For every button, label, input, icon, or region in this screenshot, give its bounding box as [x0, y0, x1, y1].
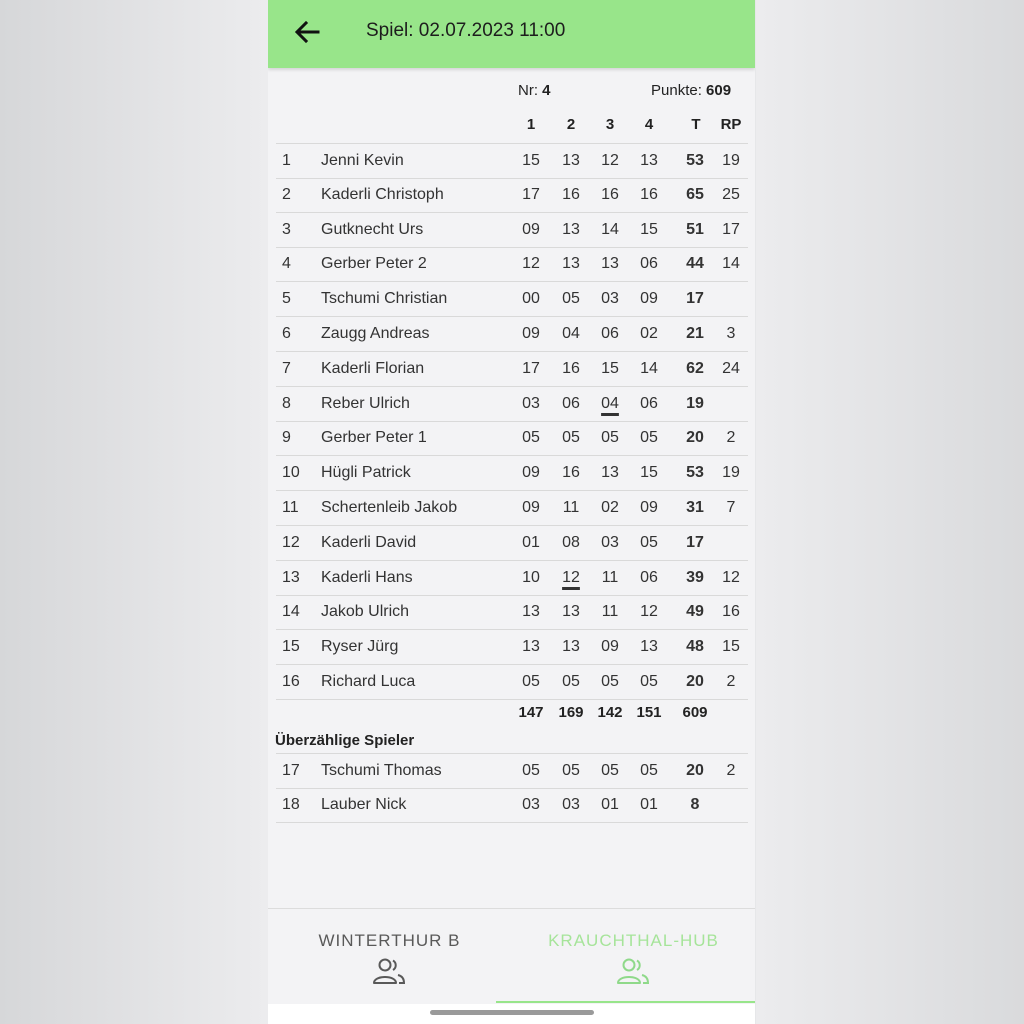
player-name: Kaderli Christoph	[321, 185, 444, 203]
row-index: 11	[282, 499, 299, 516]
table-row[interactable]	[276, 352, 748, 387]
score-round-1: 13	[522, 603, 540, 621]
player-rp: 12	[722, 568, 740, 586]
row-index: 5	[282, 290, 291, 308]
table-row[interactable]	[276, 595, 748, 630]
score-round-1: 09	[522, 464, 540, 482]
header-round-1: 1	[526, 116, 536, 133]
active-tab-indicator	[496, 1001, 755, 1003]
tab-label: KRAUCHTHAL-HUB	[548, 931, 719, 950]
totals-row	[276, 704, 748, 726]
row-index: 14	[282, 603, 300, 621]
player-total: 53	[686, 464, 704, 482]
background-right	[756, 0, 1024, 1024]
player-total: 17	[686, 533, 704, 551]
score-round-1: 13	[522, 638, 540, 656]
table-row[interactable]	[276, 491, 748, 526]
player-total: 44	[686, 255, 704, 273]
row-index: 4	[282, 255, 291, 273]
points-value: 609	[706, 82, 732, 99]
score-round-4: 15	[640, 220, 658, 238]
score-round-2: 04	[562, 325, 580, 342]
score-round-3: 05	[601, 673, 619, 690]
player-total: 49	[686, 603, 704, 621]
table-row[interactable]	[276, 630, 748, 665]
score-round-3: 12	[601, 152, 619, 169]
bottom-navigation	[268, 908, 755, 1005]
score-round-4: 16	[640, 185, 658, 203]
score-round-3: 05	[601, 762, 619, 779]
player-name: Gutknecht Urs	[321, 220, 424, 238]
player-name: Jenni Kevin	[321, 152, 404, 169]
score-round-3: 06	[601, 325, 619, 342]
player-total: 31	[686, 499, 704, 516]
row-index: 7	[282, 359, 291, 377]
player-name: Ryser Jürg	[321, 638, 399, 656]
header-round-2: 2	[566, 116, 576, 133]
score-round-2: 05	[562, 290, 580, 308]
score-round-4: 05	[640, 533, 658, 551]
score-round-2: 16	[562, 359, 580, 377]
score-round-4: 06	[640, 255, 658, 273]
score-round-4: 05	[640, 762, 658, 779]
score-round-1: 09	[522, 499, 540, 516]
score-round-3: 03	[601, 290, 619, 308]
score-round-4: 13	[640, 638, 658, 656]
row-index: 16	[282, 673, 300, 690]
total-round-1: 147	[518, 704, 544, 721]
player-name: Kaderli Florian	[321, 359, 425, 377]
header-rp: RP	[720, 116, 742, 133]
player-rp: 24	[722, 359, 740, 377]
table-row[interactable]	[276, 282, 748, 317]
game-number	[518, 82, 551, 99]
row-index: 13	[282, 568, 300, 586]
score-round-4: 14	[640, 359, 658, 377]
player-rp: 16	[722, 603, 740, 621]
score-round-2: 13	[562, 638, 580, 656]
score-round-4: 15	[640, 464, 658, 482]
app-bar	[268, 0, 755, 68]
score-round-1: 17	[522, 359, 540, 377]
score-round-1: 05	[522, 673, 540, 690]
player-rp: 2	[726, 673, 736, 690]
player-total: 17	[686, 290, 704, 308]
table-row[interactable]	[276, 247, 748, 282]
row-index: 1	[282, 152, 291, 169]
player-total: 65	[686, 185, 704, 203]
score-round-2: 13	[562, 220, 580, 238]
score-round-2: 13	[562, 603, 580, 621]
player-rp: 14	[722, 255, 740, 273]
player-name: Kaderli Hans	[321, 568, 413, 586]
score-round-2: 13	[562, 255, 580, 273]
score-round-3: 03	[601, 533, 619, 551]
score-round-2: 11	[562, 499, 580, 516]
score-table	[268, 68, 755, 908]
player-name: Tschumi Thomas	[321, 762, 442, 779]
score-round-3: 11	[601, 603, 619, 621]
score-round-3: 13	[601, 255, 619, 273]
score-round-1: 10	[522, 568, 540, 586]
arrow-left-icon	[294, 21, 320, 43]
grand-total: 609	[682, 704, 708, 721]
tab-krauchthal-hub[interactable]	[512, 909, 755, 1003]
score-round-3: 04	[601, 394, 619, 412]
score-round-4: 05	[640, 673, 658, 690]
player-name: Lauber Nick	[321, 795, 407, 813]
header-round-4: 4	[644, 116, 654, 133]
group-icon	[372, 957, 406, 985]
score-round-1: 03	[522, 795, 540, 813]
score-round-2: 16	[562, 185, 580, 203]
score-round-2: 05	[562, 429, 580, 447]
game-number-value: 4	[542, 82, 551, 99]
background-left	[0, 0, 268, 1024]
total-round-4: 151	[636, 704, 662, 721]
player-name: Jakob Ulrich	[321, 603, 410, 621]
score-round-2: 16	[562, 464, 580, 482]
score-round-2: 08	[562, 533, 580, 551]
score-round-4: 06	[640, 568, 658, 586]
score-round-2: 12	[562, 568, 580, 586]
score-round-2: 06	[562, 394, 580, 412]
score-round-3: 16	[601, 185, 619, 203]
score-round-4: 13	[640, 152, 658, 169]
player-rp: 17	[722, 220, 740, 238]
row-index: 18	[282, 795, 300, 813]
table-row[interactable]	[276, 387, 748, 422]
game-number-label: Nr:	[518, 82, 538, 99]
player-rp: 2	[726, 762, 736, 779]
player-name: Richard Luca	[321, 673, 416, 690]
player-name: Tschumi Christian	[321, 290, 448, 308]
score-round-4: 06	[640, 394, 658, 412]
table-row[interactable]	[276, 421, 748, 456]
score-round-1: 17	[522, 185, 540, 203]
player-total: 20	[686, 762, 704, 779]
player-name: Gerber Peter 1	[321, 429, 427, 447]
score-round-3: 01	[601, 795, 619, 813]
row-index: 9	[282, 429, 291, 447]
tab-label: WINTERTHUR B	[318, 931, 461, 950]
score-round-2: 03	[562, 795, 580, 813]
player-name: Zaugg Andreas	[321, 325, 430, 342]
table-row[interactable]	[276, 561, 748, 596]
points-summary	[651, 82, 731, 99]
score-round-3: 05	[601, 429, 619, 447]
score-round-1: 15	[522, 152, 540, 169]
table-row[interactable]	[276, 788, 748, 823]
player-rp: 25	[722, 185, 740, 203]
page-title: Spiel: 02.07.2023 11:00	[366, 20, 566, 41]
table-row[interactable]	[276, 317, 748, 352]
score-round-1: 01	[522, 533, 540, 551]
phone-screen	[268, 0, 755, 1024]
player-name: Kaderli David	[321, 533, 417, 551]
score-round-1: 05	[522, 762, 540, 779]
score-round-2: 05	[562, 673, 580, 690]
score-round-1: 05	[522, 429, 540, 447]
score-round-3: 11	[601, 568, 619, 586]
player-total: 53	[686, 152, 704, 169]
player-total: 62	[686, 359, 704, 377]
player-name: Reber Ulrich	[321, 394, 410, 412]
player-rp: 15	[722, 638, 740, 656]
header-round-3: 3	[605, 116, 615, 133]
score-round-4: 12	[640, 603, 658, 621]
score-round-2: 05	[562, 762, 580, 779]
player-name: Hügli Patrick	[321, 464, 411, 482]
row-index: 17	[282, 762, 300, 779]
table-row[interactable]	[276, 526, 748, 561]
score-round-2: 13	[562, 152, 580, 169]
points-label: Punkte:	[651, 82, 702, 99]
score-round-3: 09	[601, 638, 619, 656]
table-row[interactable]	[276, 665, 748, 700]
table-row[interactable]	[276, 178, 748, 213]
score-round-4: 01	[640, 795, 658, 813]
row-index: 3	[282, 220, 291, 238]
row-index: 2	[282, 185, 291, 203]
player-rp: 3	[726, 325, 736, 342]
score-round-4: 09	[640, 499, 658, 516]
player-rp: 7	[726, 499, 736, 516]
player-total: 51	[686, 220, 704, 238]
table-row[interactable]	[276, 753, 748, 789]
score-round-4: 05	[640, 429, 658, 447]
home-indicator[interactable]	[430, 1010, 594, 1015]
player-rp: 2	[726, 429, 736, 447]
score-round-4: 02	[640, 325, 658, 342]
table-row[interactable]	[276, 143, 748, 179]
player-rp: 19	[722, 152, 740, 169]
score-round-1: 03	[522, 394, 540, 412]
extra-players-title: Überzählige Spieler	[275, 732, 415, 749]
player-total: 20	[686, 429, 704, 447]
tab-winterthur-b[interactable]	[268, 909, 511, 1003]
row-index: 6	[282, 325, 291, 342]
player-total: 8	[690, 795, 700, 813]
score-round-4: 09	[640, 290, 658, 308]
system-home-bar	[268, 1004, 755, 1024]
score-round-3: 02	[601, 499, 619, 516]
score-round-3: 14	[601, 220, 619, 238]
row-index: 8	[282, 394, 291, 412]
total-round-2: 169	[558, 704, 584, 721]
header-total: T	[691, 116, 701, 133]
player-name: Gerber Peter 2	[321, 255, 427, 273]
back-button[interactable]	[292, 16, 322, 48]
player-rp: 19	[722, 464, 740, 482]
row-index: 10	[282, 464, 300, 482]
score-round-3: 15	[601, 359, 619, 377]
table-row[interactable]	[276, 213, 748, 248]
player-name: Schertenleib Jakob	[321, 499, 458, 516]
table-row[interactable]	[276, 456, 748, 491]
player-total: 39	[686, 568, 704, 586]
score-round-1: 12	[522, 255, 540, 273]
player-total: 21	[686, 325, 704, 342]
score-round-3: 13	[601, 464, 619, 482]
score-round-1: 09	[522, 220, 540, 238]
player-total: 20	[686, 673, 704, 690]
total-round-3: 142	[597, 704, 623, 721]
player-total: 48	[686, 638, 704, 656]
row-index: 12	[282, 533, 300, 551]
player-total: 19	[686, 394, 704, 412]
group-icon	[616, 957, 650, 985]
score-round-1: 00	[522, 290, 540, 308]
row-index: 15	[282, 638, 300, 656]
score-round-1: 09	[522, 325, 540, 342]
